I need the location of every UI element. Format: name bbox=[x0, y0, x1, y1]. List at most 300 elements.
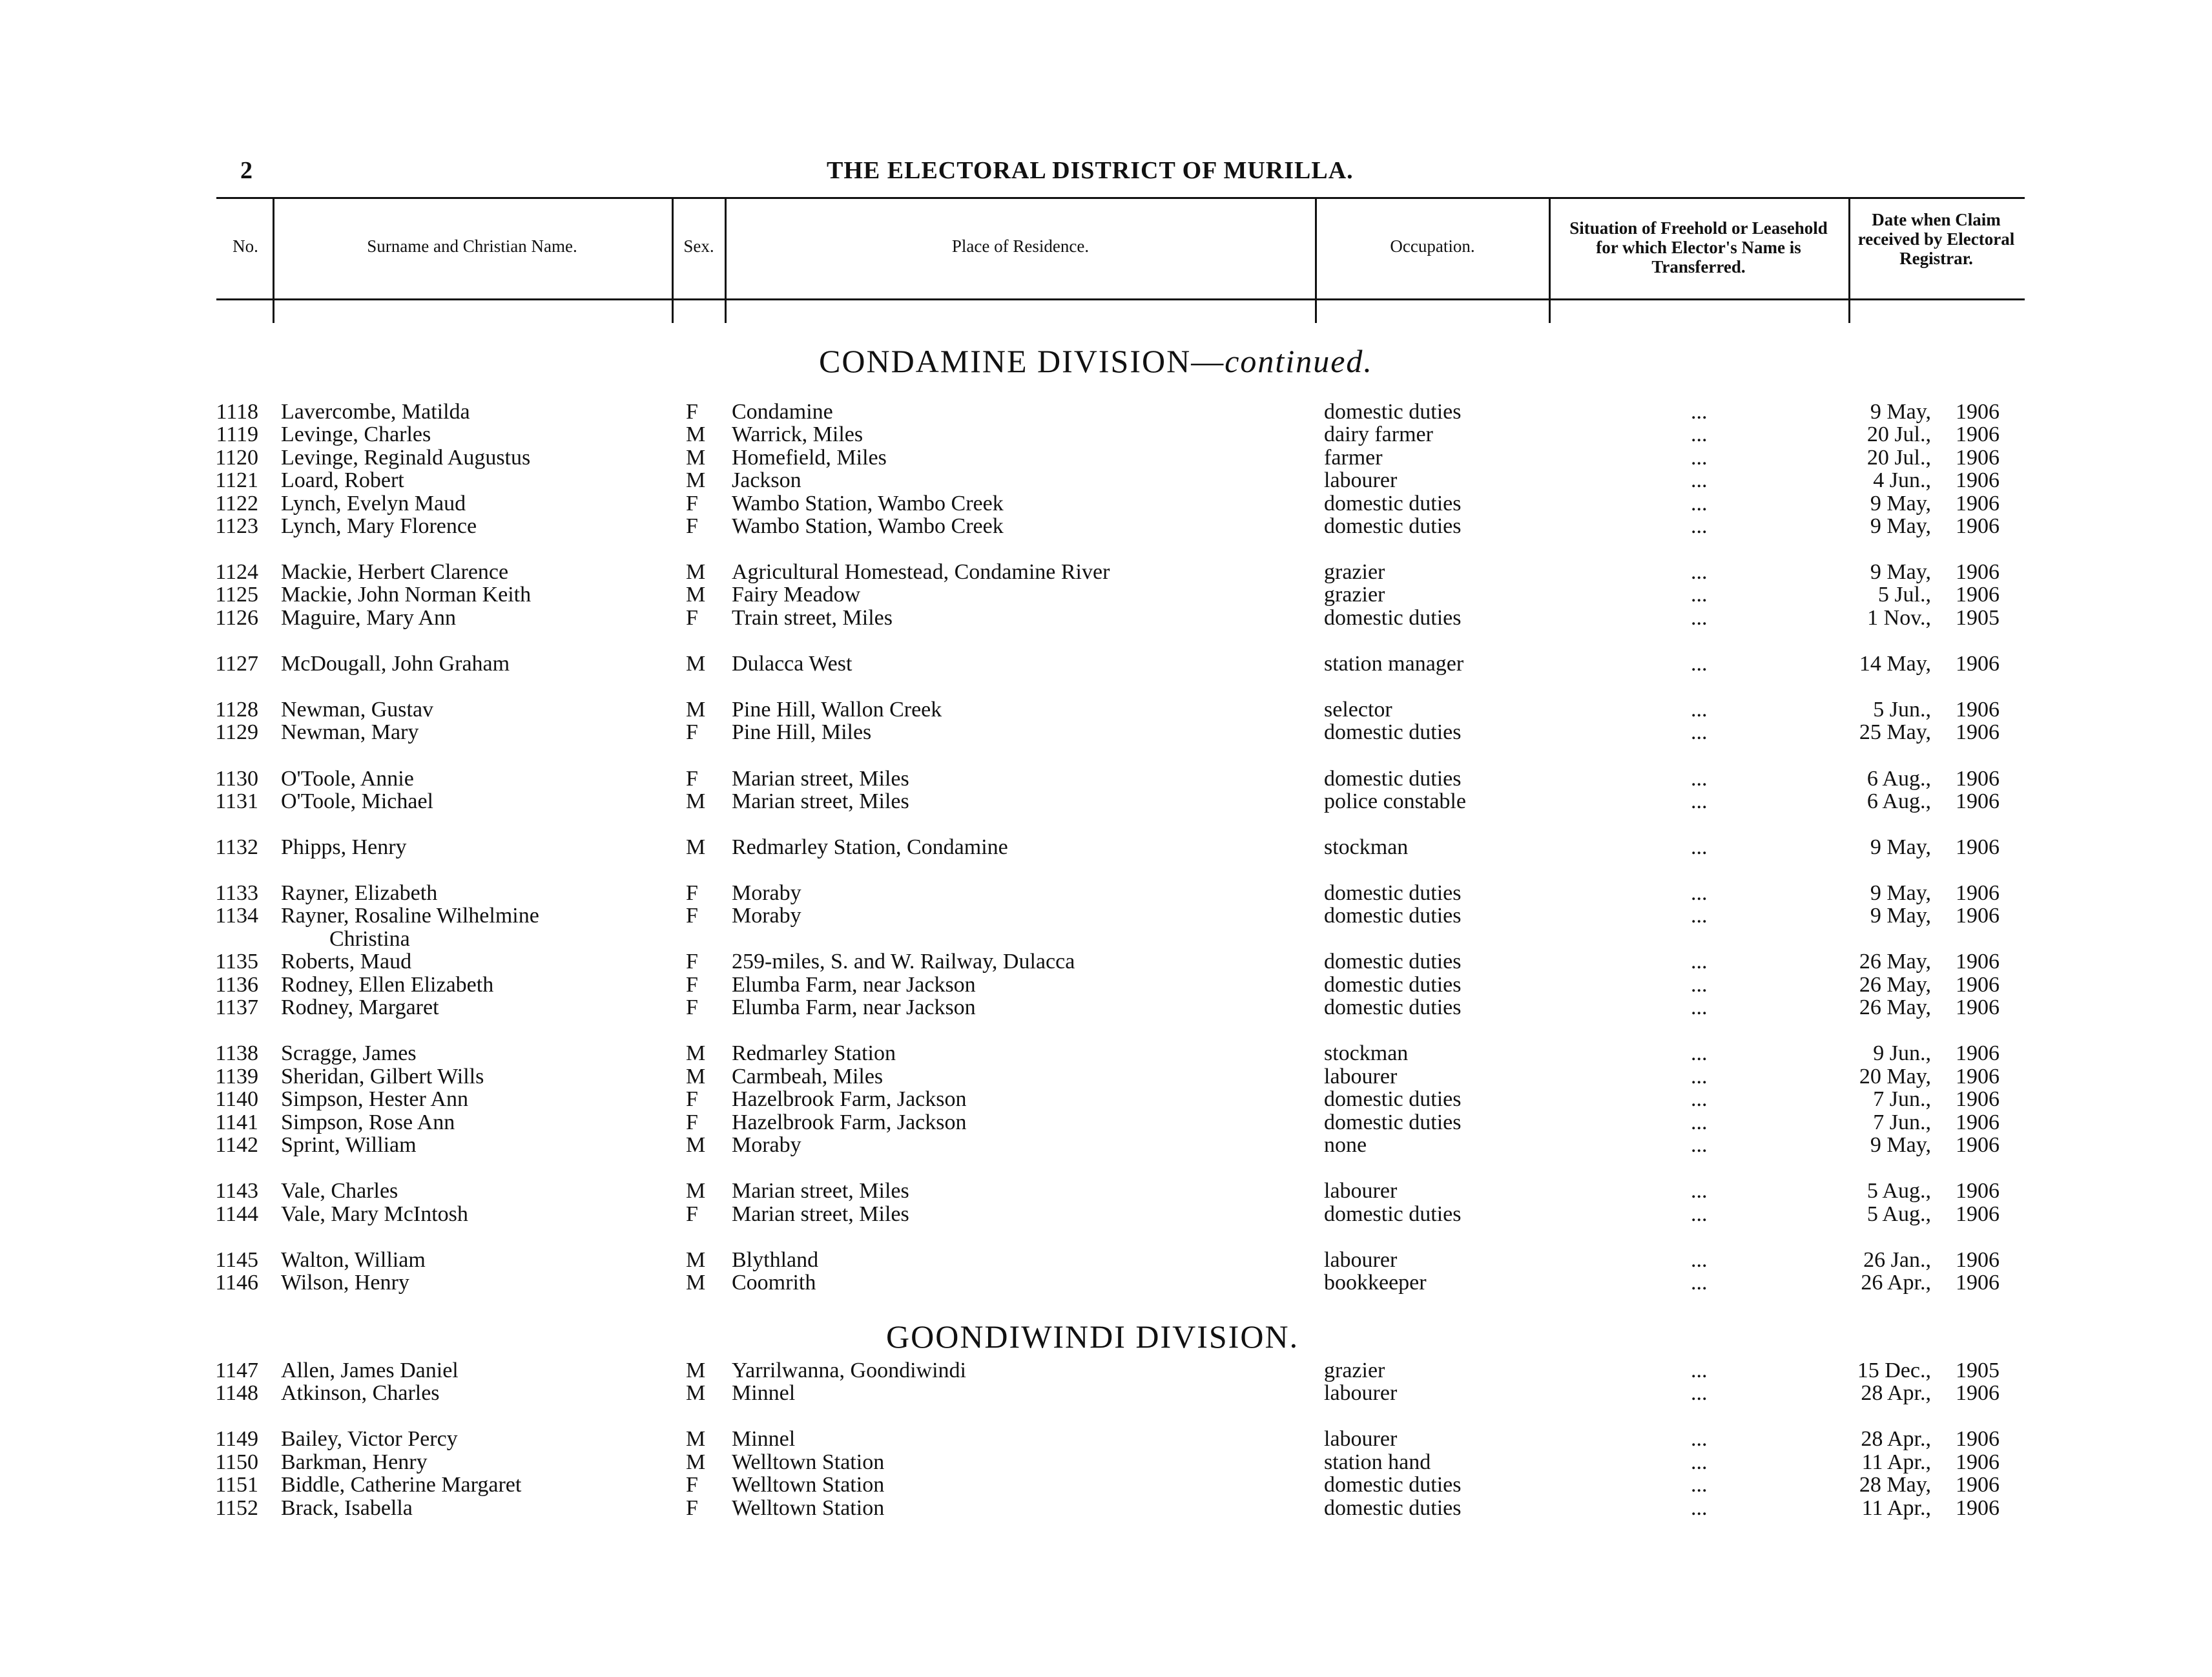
elector-name: Rayner, Elizabeth bbox=[281, 881, 438, 905]
header-bottom-rule bbox=[216, 298, 2025, 300]
place-of-residence: Marian street, Miles bbox=[732, 1179, 909, 1203]
entry-number: 1126 bbox=[215, 606, 258, 630]
place-of-residence: Coomrith bbox=[732, 1271, 816, 1295]
entry-number: 1151 bbox=[215, 1473, 258, 1497]
entry-number: 1135 bbox=[215, 950, 258, 974]
occupation: grazier bbox=[1324, 583, 1385, 607]
occupation: dairy farmer bbox=[1324, 422, 1433, 446]
claim-year: 1906 bbox=[1956, 1110, 2000, 1134]
header-residence: Place of Residence. bbox=[951, 236, 1090, 256]
table-row bbox=[0, 904, 2212, 951]
claim-date: 9 Jun., bbox=[1873, 1041, 1931, 1065]
elector-name: Brack, Isabella bbox=[281, 1496, 413, 1520]
table-row bbox=[0, 515, 2212, 538]
claim-year: 1906 bbox=[1956, 767, 2000, 791]
entry-number: 1123 bbox=[215, 514, 258, 538]
entry-number: 1131 bbox=[215, 789, 258, 813]
claim-date: 28 Apr., bbox=[1861, 1427, 1931, 1451]
elector-sex: F bbox=[686, 1202, 698, 1226]
occupation: farmer bbox=[1324, 446, 1383, 470]
place-of-residence: Moraby bbox=[732, 881, 801, 905]
elector-sex: F bbox=[686, 1473, 698, 1497]
elector-sex: M bbox=[686, 1427, 706, 1451]
claim-date: 9 May, bbox=[1870, 881, 1931, 905]
occupation: domestic duties bbox=[1324, 1087, 1462, 1111]
claim-year: 1906 bbox=[1956, 1087, 2000, 1111]
freehold-situation: ... bbox=[1691, 881, 1708, 905]
occupation: domestic duties bbox=[1324, 881, 1462, 905]
place-of-residence: Wambo Station, Wambo Creek bbox=[732, 514, 1004, 538]
elector-sex: M bbox=[686, 560, 706, 584]
freehold-situation: ... bbox=[1691, 1202, 1708, 1226]
occupation: labourer bbox=[1324, 1065, 1398, 1088]
occupation: domestic duties bbox=[1324, 904, 1462, 928]
place-of-residence: Moraby bbox=[732, 904, 801, 928]
claim-date: 26 Apr., bbox=[1861, 1271, 1931, 1295]
elector-sex: F bbox=[686, 881, 698, 905]
entry-number: 1141 bbox=[215, 1110, 258, 1134]
place-of-residence: Carmbeah, Miles bbox=[732, 1065, 884, 1088]
entry-number: 1149 bbox=[215, 1427, 258, 1451]
claim-year: 1906 bbox=[1956, 1496, 2000, 1520]
table-row bbox=[0, 1065, 2212, 1088]
freehold-situation: ... bbox=[1691, 468, 1708, 492]
entry-number: 1146 bbox=[215, 1271, 258, 1295]
claim-date: 9 May, bbox=[1870, 835, 1931, 859]
claim-date: 20 Jul., bbox=[1866, 446, 1931, 470]
entry-number: 1138 bbox=[215, 1041, 258, 1065]
claim-date: 6 Aug., bbox=[1866, 789, 1931, 813]
elector-sex: M bbox=[686, 1179, 706, 1203]
place-of-residence: Minnel bbox=[732, 1427, 796, 1451]
freehold-situation: ... bbox=[1691, 698, 1708, 722]
place-of-residence: Welltown Station bbox=[732, 1496, 885, 1520]
entry-number: 1119 bbox=[216, 422, 258, 446]
elector-name: Phipps, Henry bbox=[281, 835, 407, 859]
place-of-residence: Minnel bbox=[732, 1381, 796, 1405]
occupation: domestic duties bbox=[1324, 995, 1462, 1019]
column-divider bbox=[1549, 199, 1551, 323]
place-of-residence: 259-miles, S. and W. Railway, Dulacca bbox=[732, 950, 1075, 974]
claim-year: 1906 bbox=[1956, 400, 2000, 424]
occupation: labourer bbox=[1324, 1179, 1398, 1203]
occupation: domestic duties bbox=[1324, 720, 1462, 744]
entry-number: 1143 bbox=[215, 1179, 258, 1203]
elector-name: Mackie, Herbert Clarence bbox=[281, 560, 509, 584]
elector-sex: M bbox=[686, 583, 706, 607]
claim-year: 1906 bbox=[1956, 835, 2000, 859]
freehold-situation: ... bbox=[1691, 560, 1708, 584]
place-of-residence: Dulacca West bbox=[732, 652, 853, 676]
occupation: domestic duties bbox=[1324, 767, 1462, 791]
header-top-rule bbox=[216, 197, 2025, 199]
occupation: stockman bbox=[1324, 1041, 1409, 1065]
place-of-residence: Marian street, Miles bbox=[732, 789, 909, 813]
entry-number: 1132 bbox=[215, 835, 258, 859]
elector-name: Barkman, Henry bbox=[281, 1450, 428, 1474]
place-of-residence: Marian street, Miles bbox=[732, 1202, 909, 1226]
elector-sex: M bbox=[686, 1041, 706, 1065]
entry-number: 1148 bbox=[215, 1381, 258, 1405]
claim-date: 20 Jul., bbox=[1866, 422, 1931, 446]
elector-sex: M bbox=[686, 1381, 706, 1405]
place-of-residence: Hazelbrook Farm, Jackson bbox=[732, 1087, 967, 1111]
claim-date: 9 May, bbox=[1870, 492, 1931, 516]
elector-sex: F bbox=[686, 973, 698, 997]
table-row bbox=[0, 1428, 2212, 1451]
place-of-residence: Jackson bbox=[732, 468, 801, 492]
table-row bbox=[0, 698, 2212, 722]
claim-date: 26 May, bbox=[1859, 973, 1931, 997]
freehold-situation: ... bbox=[1691, 492, 1708, 516]
claim-year: 1906 bbox=[1956, 468, 2000, 492]
elector-name: Lynch, Mary Florence bbox=[281, 514, 477, 538]
place-of-residence: Train street, Miles bbox=[732, 606, 893, 630]
elector-name: Mackie, John Norman Keith bbox=[281, 583, 532, 607]
elector-name: Sheridan, Gilbert Wills bbox=[281, 1065, 484, 1088]
freehold-situation: ... bbox=[1691, 1427, 1708, 1451]
freehold-situation: ... bbox=[1691, 1473, 1708, 1497]
occupation: domestic duties bbox=[1324, 492, 1462, 516]
freehold-situation: ... bbox=[1691, 446, 1708, 470]
claim-date: 11 Apr., bbox=[1861, 1450, 1931, 1474]
header-occupation: Occupation. bbox=[1390, 236, 1475, 256]
claim-year: 1905 bbox=[1956, 606, 2000, 630]
freehold-situation: ... bbox=[1691, 720, 1708, 744]
entry-number: 1150 bbox=[215, 1450, 258, 1474]
occupation: none bbox=[1324, 1133, 1367, 1157]
claim-date: 5 Jun., bbox=[1873, 698, 1931, 722]
elector-sex: M bbox=[686, 789, 706, 813]
page-number: 2 bbox=[240, 157, 253, 184]
occupation: domestic duties bbox=[1324, 973, 1462, 997]
elector-name: Wilson, Henry bbox=[281, 1271, 409, 1295]
table-row bbox=[0, 1271, 2212, 1295]
claim-date: 1 Nov., bbox=[1867, 606, 1931, 630]
freehold-situation: ... bbox=[1691, 1450, 1708, 1474]
header-no: No. bbox=[233, 236, 258, 256]
table-row bbox=[0, 1088, 2212, 1111]
place-of-residence: Welltown Station bbox=[732, 1450, 885, 1474]
elector-name: Rodney, Ellen Elizabeth bbox=[281, 973, 494, 997]
elector-sex: F bbox=[686, 606, 698, 630]
elector-sex: F bbox=[686, 1110, 698, 1134]
table-row bbox=[0, 790, 2212, 813]
table-row bbox=[0, 1382, 2212, 1405]
entry-number: 1145 bbox=[215, 1248, 258, 1272]
claim-date: 6 Aug., bbox=[1866, 767, 1931, 791]
entry-number: 1134 bbox=[215, 904, 258, 928]
freehold-situation: ... bbox=[1691, 973, 1708, 997]
claim-date: 9 May, bbox=[1870, 904, 1931, 928]
table-row bbox=[0, 1042, 2212, 1065]
place-of-residence: Wambo Station, Wambo Creek bbox=[732, 492, 1004, 516]
place-of-residence: Fairy Meadow bbox=[732, 583, 861, 607]
claim-date: 28 May, bbox=[1859, 1473, 1931, 1497]
claim-year: 1905 bbox=[1956, 1359, 2000, 1382]
freehold-situation: ... bbox=[1691, 1110, 1708, 1134]
table-row bbox=[0, 652, 2212, 676]
elector-sex: M bbox=[686, 835, 706, 859]
table-row bbox=[0, 561, 2212, 584]
elector-name: Sprint, William bbox=[281, 1133, 417, 1157]
place-of-residence: Elumba Farm, near Jackson bbox=[732, 973, 976, 997]
elector-sex: M bbox=[686, 652, 706, 676]
claim-date: 7 Jun., bbox=[1873, 1110, 1931, 1134]
entry-number: 1124 bbox=[215, 560, 258, 584]
elector-name: Vale, Charles bbox=[281, 1179, 398, 1203]
claim-date: 9 May, bbox=[1870, 400, 1931, 424]
claim-year: 1906 bbox=[1956, 1041, 2000, 1065]
header-situation: Situation of Freehold or Leasehold for which Elector's Name is Transferred. bbox=[1569, 218, 1828, 276]
freehold-situation: ... bbox=[1691, 1133, 1708, 1157]
elector-name: Lavercombe, Matilda bbox=[281, 400, 470, 424]
table-row bbox=[0, 401, 2212, 424]
claim-year: 1906 bbox=[1956, 950, 2000, 974]
freehold-situation: ... bbox=[1691, 1496, 1708, 1520]
elector-name: O'Toole, Michael bbox=[281, 789, 434, 813]
claim-date: 5 Aug., bbox=[1866, 1202, 1931, 1226]
occupation: grazier bbox=[1324, 560, 1385, 584]
table-row bbox=[0, 423, 2212, 446]
occupation: police constable bbox=[1324, 789, 1466, 813]
elector-name: Lynch, Evelyn Maud bbox=[281, 492, 466, 516]
claim-year: 1906 bbox=[1956, 720, 2000, 744]
claim-year: 1906 bbox=[1956, 973, 2000, 997]
place-of-residence: Condamine bbox=[732, 400, 833, 424]
elector-sex: F bbox=[686, 950, 698, 974]
claim-date: 9 May, bbox=[1870, 1133, 1931, 1157]
table-row bbox=[0, 836, 2212, 859]
header-date: Date when Claim received by Electoral Registrar. bbox=[1857, 210, 2015, 268]
elector-sex: M bbox=[686, 1248, 706, 1272]
entry-number: 1133 bbox=[215, 881, 258, 905]
occupation: domestic duties bbox=[1324, 950, 1462, 974]
freehold-situation: ... bbox=[1691, 1381, 1708, 1405]
elector-name: Bailey, Victor Percy bbox=[281, 1427, 458, 1451]
freehold-situation: ... bbox=[1691, 1087, 1708, 1111]
claim-year: 1906 bbox=[1956, 1179, 2000, 1203]
elector-sex: M bbox=[686, 1450, 706, 1474]
place-of-residence: Pine Hill, Wallon Creek bbox=[732, 698, 942, 722]
claim-year: 1906 bbox=[1956, 995, 2000, 1019]
freehold-situation: ... bbox=[1691, 1179, 1708, 1203]
occupation: domestic duties bbox=[1324, 1110, 1462, 1134]
claim-date: 15 Dec., bbox=[1857, 1359, 1931, 1382]
place-of-residence: Warrick, Miles bbox=[732, 422, 863, 446]
claim-year: 1906 bbox=[1956, 1427, 2000, 1451]
freehold-situation: ... bbox=[1691, 995, 1708, 1019]
elector-name: Newman, Gustav bbox=[281, 698, 434, 722]
table-row bbox=[0, 882, 2212, 905]
occupation: domestic duties bbox=[1324, 606, 1462, 630]
freehold-situation: ... bbox=[1691, 606, 1708, 630]
entry-number: 1120 bbox=[215, 446, 258, 470]
place-of-residence: Elumba Farm, near Jackson bbox=[732, 995, 976, 1019]
entry-number: 1118 bbox=[216, 400, 258, 424]
column-divider bbox=[725, 199, 727, 323]
claim-year: 1906 bbox=[1956, 881, 2000, 905]
entry-number: 1129 bbox=[215, 720, 258, 744]
elector-sex: M bbox=[686, 468, 706, 492]
freehold-situation: ... bbox=[1691, 400, 1708, 424]
entry-number: 1128 bbox=[215, 698, 258, 722]
claim-date: 26 Jan., bbox=[1863, 1248, 1931, 1272]
table-row bbox=[0, 996, 2212, 1019]
table-row bbox=[0, 1134, 2212, 1157]
claim-date: 26 May, bbox=[1859, 995, 1931, 1019]
freehold-situation: ... bbox=[1691, 422, 1708, 446]
occupation: domestic duties bbox=[1324, 1473, 1462, 1497]
claim-year: 1906 bbox=[1956, 789, 2000, 813]
entry-number: 1144 bbox=[215, 1202, 258, 1226]
claim-date: 14 May, bbox=[1859, 652, 1931, 676]
elector-sex: F bbox=[686, 1496, 698, 1520]
table-row bbox=[0, 950, 2212, 974]
claim-year: 1906 bbox=[1956, 1381, 2000, 1405]
occupation: station manager bbox=[1324, 652, 1464, 676]
claim-year: 1906 bbox=[1956, 1202, 2000, 1226]
occupation: domestic duties bbox=[1324, 1202, 1462, 1226]
place-of-residence: Pine Hill, Miles bbox=[732, 720, 872, 744]
division-heading-condamine: CONDAMINE DIVISION—continued. bbox=[819, 343, 1373, 379]
claim-year: 1906 bbox=[1956, 1473, 2000, 1497]
elector-name: Vale, Mary McIntosh bbox=[281, 1202, 468, 1226]
freehold-situation: ... bbox=[1691, 1041, 1708, 1065]
elector-name: McDougall, John Graham bbox=[281, 652, 510, 676]
claim-year: 1906 bbox=[1956, 652, 2000, 676]
table-row bbox=[0, 583, 2212, 607]
freehold-situation: ... bbox=[1691, 904, 1708, 928]
table-row bbox=[0, 1451, 2212, 1474]
entry-number: 1139 bbox=[215, 1065, 258, 1088]
elector-name: Levinge, Charles bbox=[281, 422, 431, 446]
claim-date: 9 May, bbox=[1870, 514, 1931, 538]
occupation: domestic duties bbox=[1324, 514, 1462, 538]
entry-number: 1147 bbox=[215, 1359, 258, 1382]
claim-date: 4 Jun., bbox=[1873, 468, 1931, 492]
freehold-situation: ... bbox=[1691, 583, 1708, 607]
freehold-situation: ... bbox=[1691, 789, 1708, 813]
occupation: labourer bbox=[1324, 1381, 1398, 1405]
table-row bbox=[0, 1203, 2212, 1226]
place-of-residence: Redmarley Station bbox=[732, 1041, 896, 1065]
entry-number: 1130 bbox=[215, 767, 258, 791]
occupation: selector bbox=[1324, 698, 1392, 722]
occupation: labourer bbox=[1324, 468, 1398, 492]
elector-sex: M bbox=[686, 1133, 706, 1157]
entry-number: 1122 bbox=[215, 492, 258, 516]
elector-name: Loard, Robert bbox=[281, 468, 404, 492]
elector-name-continued: Christina bbox=[329, 927, 410, 951]
column-divider bbox=[273, 199, 274, 323]
claim-year: 1906 bbox=[1956, 446, 2000, 470]
claim-year: 1906 bbox=[1956, 492, 2000, 516]
elector-sex: F bbox=[686, 904, 698, 928]
claim-year: 1906 bbox=[1956, 1133, 2000, 1157]
table-row bbox=[0, 492, 2212, 516]
elector-name: Scragge, James bbox=[281, 1041, 417, 1065]
elector-sex: F bbox=[686, 1087, 698, 1111]
elector-name: Allen, James Daniel bbox=[281, 1359, 459, 1382]
occupation: domestic duties bbox=[1324, 400, 1462, 424]
elector-name: Rayner, Rosaline Wilhelmine bbox=[281, 904, 539, 928]
page-title: THE ELECTORAL DISTRICT OF MURILLA. bbox=[827, 157, 1354, 184]
elector-sex: F bbox=[686, 492, 698, 516]
table-row bbox=[0, 1359, 2212, 1382]
header-sex: Sex. bbox=[683, 236, 714, 256]
place-of-residence: Yarrilwanna, Goondiwindi bbox=[732, 1359, 966, 1382]
place-of-residence: Marian street, Miles bbox=[732, 767, 909, 791]
claim-date: 7 Jun., bbox=[1873, 1087, 1931, 1111]
table-row bbox=[0, 1249, 2212, 1272]
column-divider bbox=[1848, 199, 1850, 323]
claim-year: 1906 bbox=[1956, 422, 2000, 446]
entry-number: 1136 bbox=[215, 973, 258, 997]
place-of-residence: Blythland bbox=[732, 1248, 819, 1272]
claim-date: 25 May, bbox=[1859, 720, 1931, 744]
entry-number: 1142 bbox=[215, 1133, 258, 1157]
claim-date: 5 Aug., bbox=[1866, 1179, 1931, 1203]
claim-year: 1906 bbox=[1956, 698, 2000, 722]
freehold-situation: ... bbox=[1691, 1359, 1708, 1382]
column-divider bbox=[672, 199, 674, 323]
entry-number: 1137 bbox=[215, 995, 258, 1019]
elector-sex: F bbox=[686, 400, 698, 424]
elector-sex: F bbox=[686, 995, 698, 1019]
place-of-residence: Hazelbrook Farm, Jackson bbox=[732, 1110, 967, 1134]
occupation: labourer bbox=[1324, 1427, 1398, 1451]
elector-sex: F bbox=[686, 767, 698, 791]
claim-date: 9 May, bbox=[1870, 560, 1931, 584]
table-row bbox=[0, 1497, 2212, 1520]
occupation: labourer bbox=[1324, 1248, 1398, 1272]
column-divider bbox=[1315, 199, 1317, 323]
occupation: bookkeeper bbox=[1324, 1271, 1427, 1295]
elector-name: Biddle, Catherine Margaret bbox=[281, 1473, 522, 1497]
table-row bbox=[0, 1111, 2212, 1134]
entry-number: 1140 bbox=[215, 1087, 258, 1111]
elector-name: Simpson, Rose Ann bbox=[281, 1110, 455, 1134]
claim-year: 1906 bbox=[1956, 514, 2000, 538]
freehold-situation: ... bbox=[1691, 767, 1708, 791]
elector-sex: F bbox=[686, 514, 698, 538]
place-of-residence: Redmarley Station, Condamine bbox=[732, 835, 1008, 859]
occupation: domestic duties bbox=[1324, 1496, 1462, 1520]
freehold-situation: ... bbox=[1691, 514, 1708, 538]
entry-number: 1121 bbox=[215, 468, 258, 492]
occupation: station hand bbox=[1324, 1450, 1431, 1474]
claim-year: 1906 bbox=[1956, 1450, 2000, 1474]
division-heading-goondiwindi: GOONDIWINDI DIVISION. bbox=[886, 1318, 1299, 1355]
entry-number: 1152 bbox=[215, 1496, 258, 1520]
elector-sex: F bbox=[686, 720, 698, 744]
table-row bbox=[0, 767, 2212, 791]
elector-name: Maguire, Mary Ann bbox=[281, 606, 457, 630]
elector-name: Walton, William bbox=[281, 1248, 426, 1272]
entry-number: 1127 bbox=[215, 652, 258, 676]
table-row bbox=[0, 446, 2212, 470]
freehold-situation: ... bbox=[1691, 1248, 1708, 1272]
claim-year: 1906 bbox=[1956, 1248, 2000, 1272]
freehold-situation: ... bbox=[1691, 950, 1708, 974]
claim-date: 11 Apr., bbox=[1861, 1496, 1931, 1520]
occupation: grazier bbox=[1324, 1359, 1385, 1382]
claim-year: 1906 bbox=[1956, 583, 2000, 607]
header-name: Surname and Christian Name. bbox=[367, 236, 577, 256]
elector-sex: M bbox=[686, 1359, 706, 1382]
place-of-residence: Agricultural Homestead, Condamine River bbox=[732, 560, 1110, 584]
